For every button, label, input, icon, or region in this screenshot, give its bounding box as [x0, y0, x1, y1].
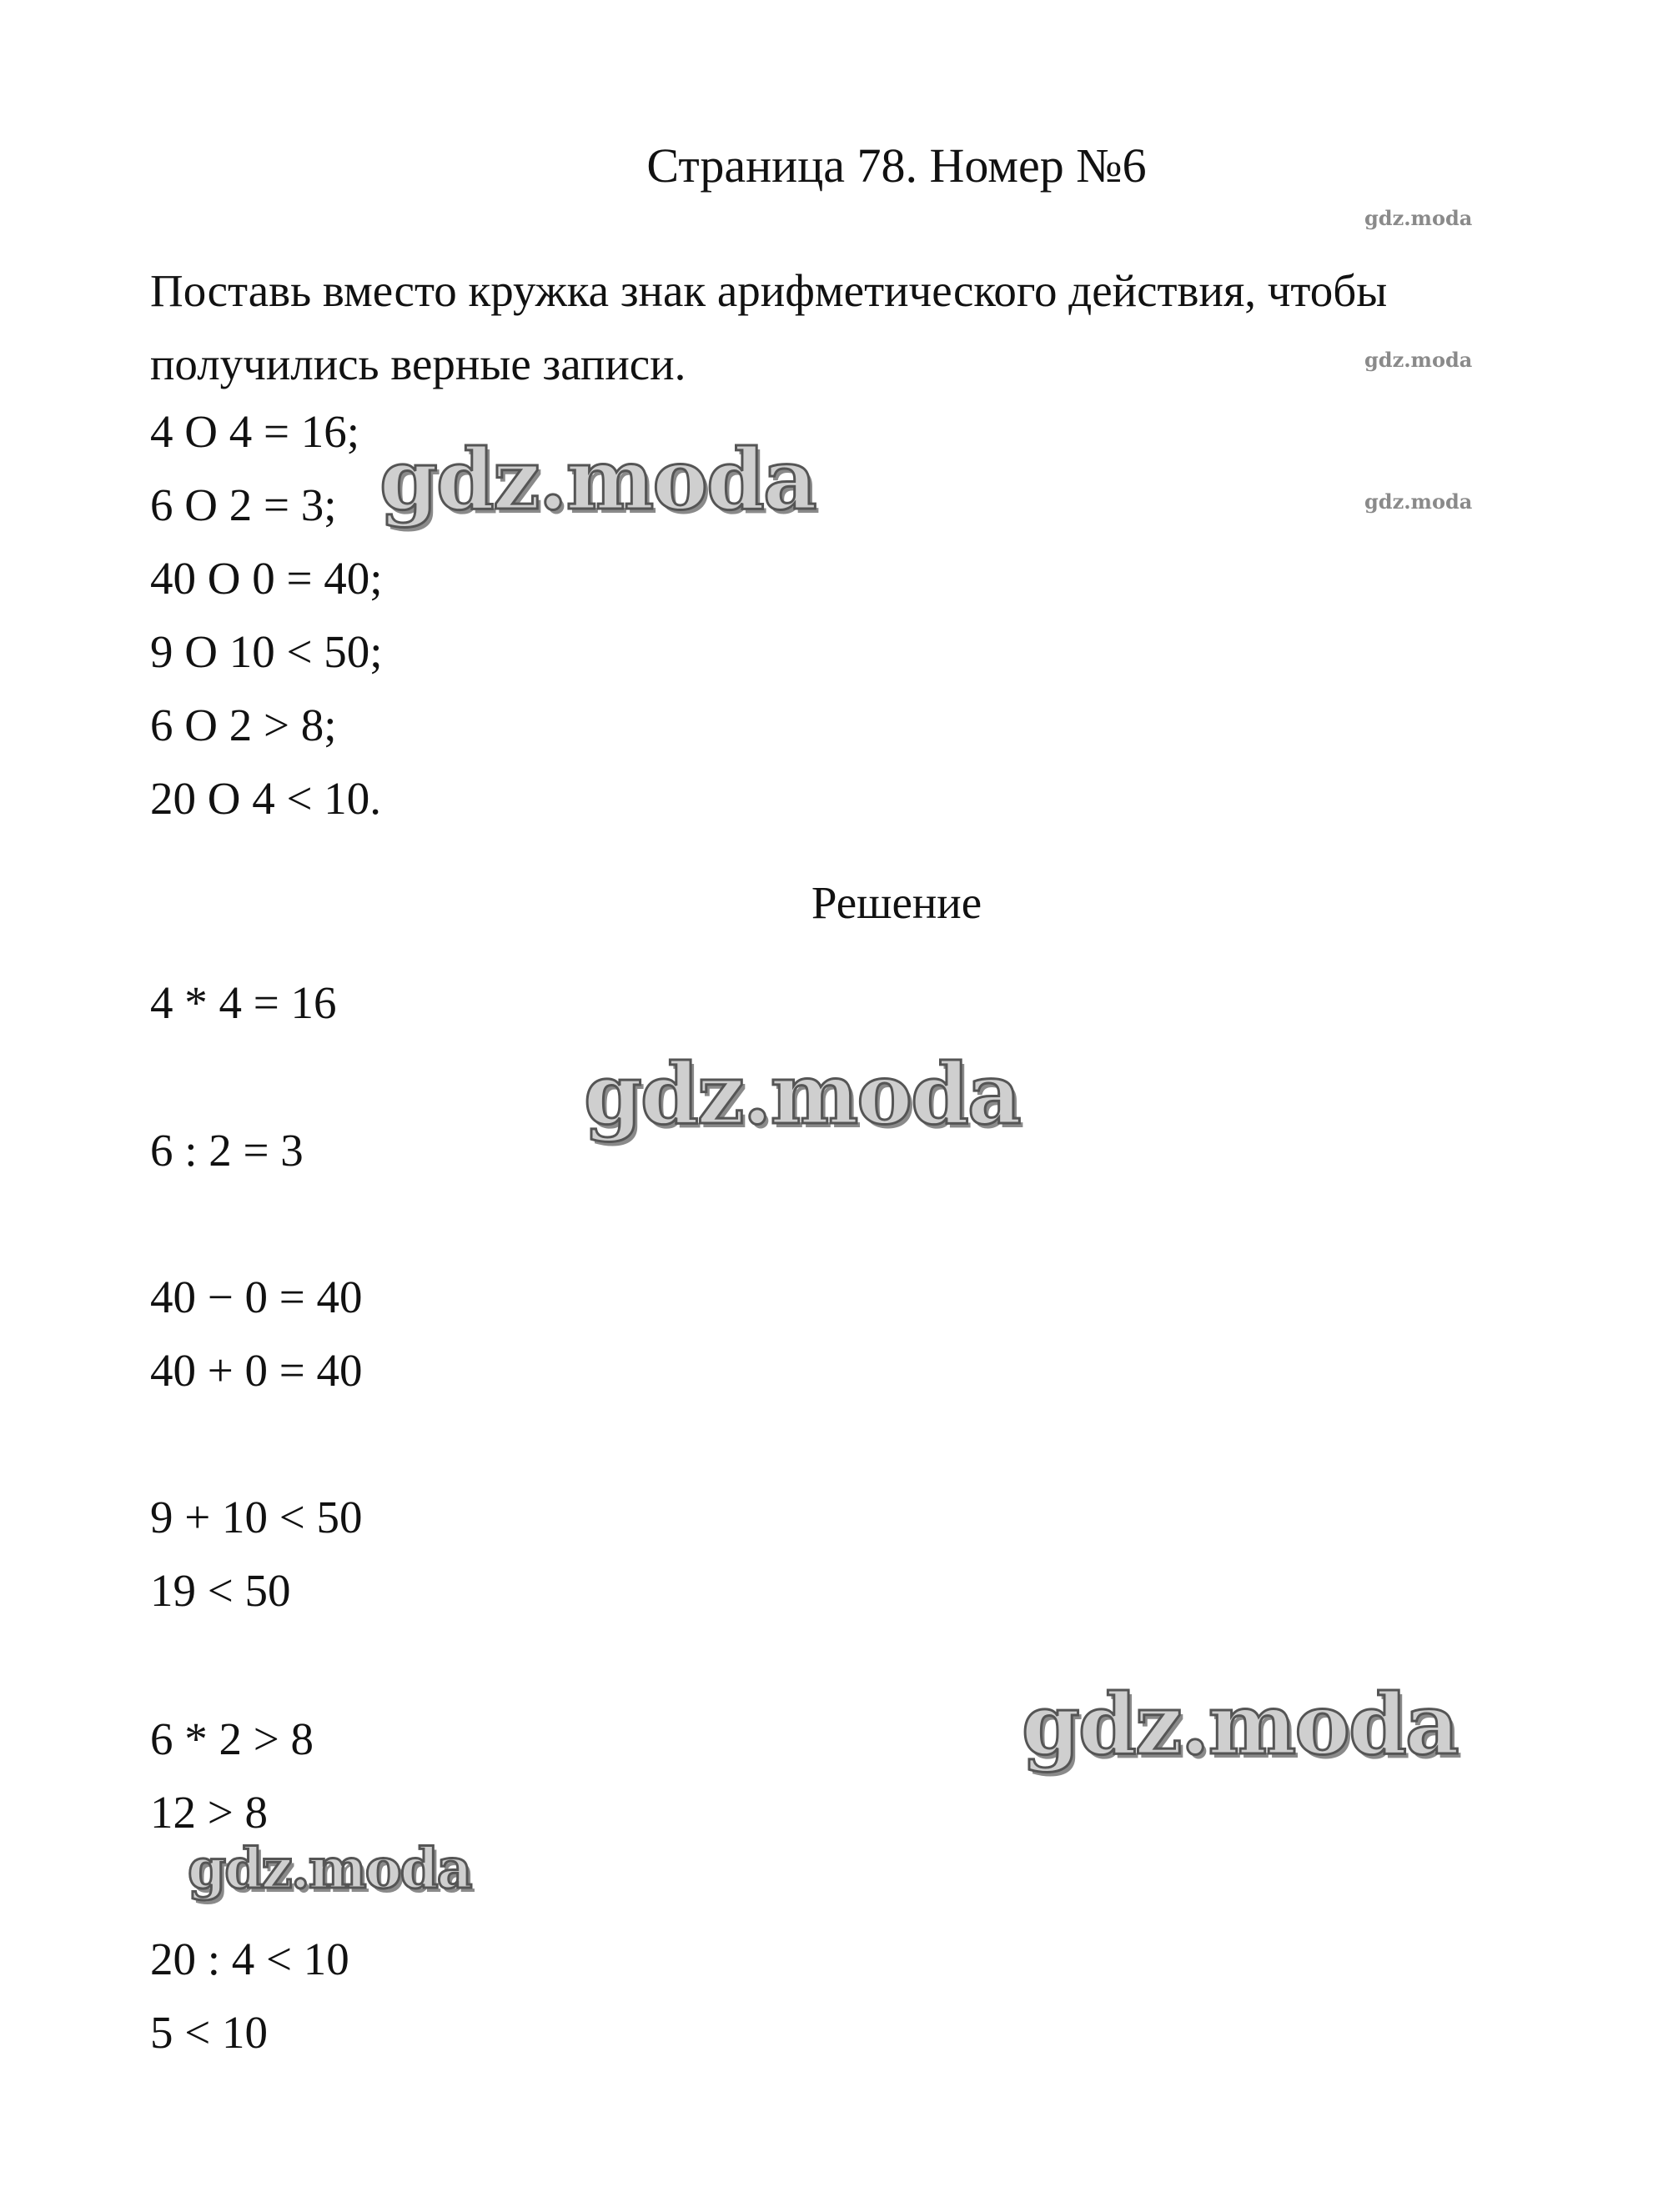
watermark-large-3: gdz.moda [1022, 1675, 1458, 1773]
task-line: 6 O 2 = 3; [150, 479, 337, 530]
solution-line: 5 < 10 [150, 2007, 269, 2058]
task-line: 4 O 4 = 16; [150, 406, 360, 457]
solution-line: 9 + 10 < 50 [150, 1492, 363, 1542]
solution-line: 40 − 0 = 40 [150, 1272, 363, 1322]
page-title: Страница 78. Номер №6 [646, 138, 1147, 193]
watermark-small-3: gdz.moda [1364, 489, 1473, 514]
solution-heading: Решение [811, 877, 982, 928]
watermark-large-1: gdz.moda [379, 430, 816, 529]
task-line: 6 O 2 > 8; [150, 700, 337, 750]
task-statement: Поставь вместо кружка знак арифметического действия, чтобы получились верные записи. [150, 265, 1388, 389]
task-line: 40 O 0 = 40; [150, 553, 383, 604]
solution-line: 6 : 2 = 3 [150, 1125, 304, 1176]
watermark-small-2: gdz.moda [1364, 348, 1473, 372]
solution-line: 4 * 4 = 16 [150, 977, 337, 1028]
task-line: 9 O 10 < 50; [150, 626, 383, 677]
solution-line: 12 > 8 [150, 1787, 269, 1838]
solution-line: 20 : 4 < 10 [150, 1934, 349, 1984]
solution-line: 40 + 0 = 40 [150, 1345, 363, 1396]
solution-line: 6 * 2 > 8 [150, 1713, 314, 1764]
watermark-small-1: gdz.moda [1364, 206, 1473, 230]
watermark-large-2: gdz.moda [584, 1045, 1020, 1143]
task-line: 20 O 4 < 10. [150, 773, 381, 824]
watermark-large-4: gdz.moda [188, 1836, 471, 1901]
solution-line: 19 < 50 [150, 1565, 291, 1616]
